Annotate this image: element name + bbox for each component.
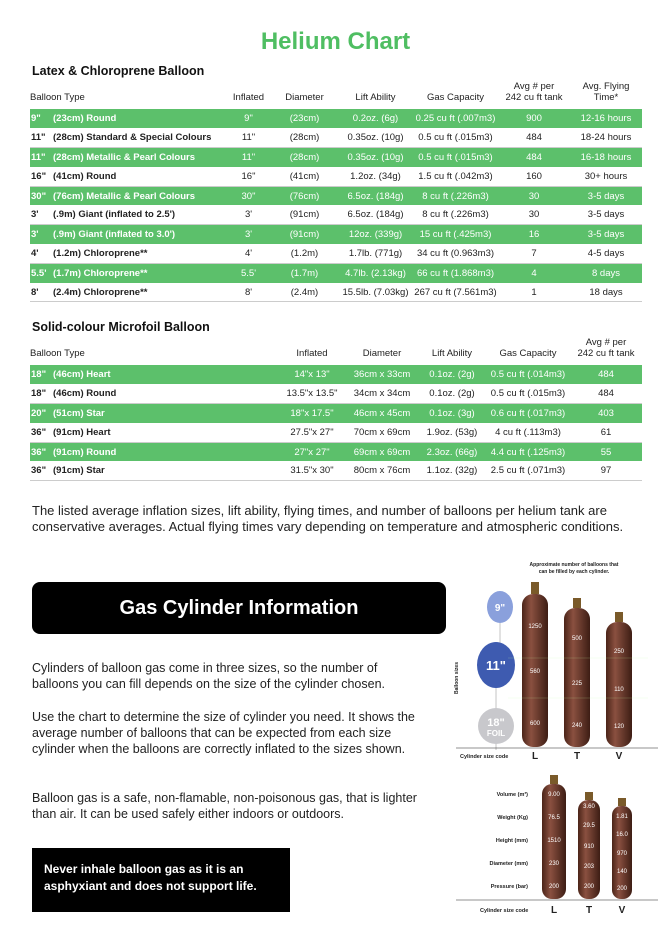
balloon-size: 11"	[31, 132, 46, 144]
spec-L-volume: 9.00	[548, 792, 560, 798]
fly-cell: 30+ hours	[570, 167, 642, 186]
code-label-upper: Cylinder size code	[460, 754, 509, 760]
col-lift: Lift Ability	[355, 92, 396, 103]
balloon-foil-label: FOIL	[486, 729, 506, 738]
code-L-lower: L	[550, 905, 558, 916]
inflated-cell: 27.5"x 27"	[278, 423, 346, 442]
balloon-size: 3'	[31, 229, 39, 241]
balloon-type-cell	[30, 205, 226, 224]
inflated-cell: 3'	[226, 205, 271, 224]
avg-cell: 484	[498, 148, 570, 167]
spec-V-height: 970	[616, 851, 628, 857]
balloon-size: 20"	[31, 407, 47, 419]
avg-cell: 484	[570, 384, 642, 403]
balloon-type: (2.4m) Chloroprene**	[53, 286, 148, 298]
spec-label-pressure: Pressure (bar)	[490, 884, 528, 890]
averages-note: The listed average inflation sizes, lift ability, flying times, and number of balloons per helium tank are conservative averages. Actual flying times vary depending on temperature and atmospheric conditions.	[32, 503, 624, 534]
spec-L-diameter: 230	[548, 861, 560, 867]
gas-cell: 8 cu ft (.226m3)	[413, 205, 498, 224]
code-V-upper: V	[615, 751, 623, 762]
latex-table	[30, 79, 642, 302]
balloon-size: 36"	[31, 446, 47, 458]
fly-cell: 16-18 hours	[570, 148, 642, 167]
gas-cell: 15 cu ft (.425m3)	[413, 225, 498, 244]
fly-cell: 8 days	[570, 263, 642, 282]
col-avg	[570, 335, 642, 365]
gas-cell: 0.5 cu ft (.015m3)	[413, 128, 498, 147]
lift-cell: 1.7lb. (771g)	[338, 244, 413, 263]
col-balloon-type: Balloon Type	[30, 92, 85, 103]
balloon-type-cell	[30, 148, 226, 167]
table-row	[30, 244, 642, 263]
balloon-size: 16"	[31, 170, 47, 182]
diameter-cell: 34cm x 34cm	[346, 384, 418, 403]
balloon-type: (91cm) Heart	[53, 426, 111, 438]
latex-heading: Latex & Chloroprene Balloon	[32, 64, 205, 78]
fly-cell: 4-5 days	[570, 244, 642, 263]
gas-cell: 34 cu ft (0.963m3)	[413, 244, 498, 263]
gas-cell: 0.5 cu ft (.015m3)	[486, 384, 570, 403]
lift-cell: 6.5oz. (184g)	[338, 186, 413, 205]
col-flying	[570, 79, 642, 109]
diameter-cell: (28cm)	[271, 128, 338, 147]
spec-L-weight: 76.5	[548, 815, 560, 821]
col-avg-line1: Avg # per	[513, 81, 555, 92]
code-L-upper: L	[531, 751, 539, 762]
balloon-type-cell	[30, 404, 278, 423]
avg-cell: 7	[498, 244, 570, 263]
code-T-lower: T	[585, 905, 593, 916]
inflated-cell: 11"	[226, 128, 271, 147]
col-balloon-type: Balloon Type	[30, 348, 85, 359]
balloon-size: 9"	[31, 113, 41, 125]
diameter-cell: (23cm)	[271, 109, 338, 128]
foil-table	[30, 335, 642, 481]
avg-cell: 97	[570, 461, 642, 480]
count-T-9: 500	[571, 636, 583, 642]
diameter-cell: 80cm x 76cm	[346, 461, 418, 480]
inflated-cell: 13.5"x 13.5"	[278, 384, 346, 403]
avg-cell: 55	[570, 442, 642, 461]
fly-cell: 3-5 days	[570, 186, 642, 205]
balloon-size: 18"	[31, 388, 47, 400]
col-avg-line1: Avg # per	[585, 337, 627, 348]
balloon-type-cell	[30, 442, 278, 461]
col-fly-line2: Time*	[593, 92, 619, 103]
inflated-cell: 31.5"x 30"	[278, 461, 346, 480]
lift-cell: 2.3oz. (66g)	[418, 442, 486, 461]
balloon-type-cell	[30, 283, 226, 302]
balloon-type: (.9m) Giant (inflated to 2.5')	[53, 209, 176, 221]
inflated-cell: 11"	[226, 148, 271, 167]
cylinder-banner: Gas Cylinder Information	[32, 582, 446, 634]
col-inflated: Inflated	[296, 348, 328, 359]
table-row	[30, 205, 642, 224]
count-V-11: 110	[614, 687, 624, 693]
balloon-type: (1.2m) Chloroprene**	[53, 247, 148, 259]
diameter-cell: (76cm)	[271, 186, 338, 205]
balloon-size: 36"	[31, 465, 47, 477]
diameter-cell: (28cm)	[271, 148, 338, 167]
balloon-size: 4'	[31, 247, 39, 259]
spec-label-weight: Weight (Kg)	[497, 815, 528, 821]
spec-V-volume: 1.81	[616, 814, 628, 820]
avg-cell: 4	[498, 263, 570, 282]
side-label: Balloon sizes	[454, 662, 460, 694]
inflated-cell: 4'	[226, 244, 271, 263]
spec-label-volume: Volume (m³)	[496, 792, 528, 798]
diameter-cell: 70cm x 69cm	[346, 423, 418, 442]
balloon-size: 18"	[31, 369, 47, 381]
inflated-cell: 9"	[226, 109, 271, 128]
lift-cell: 0.35oz. (10g)	[338, 148, 413, 167]
avg-cell: 484	[498, 128, 570, 147]
col-diameter: Diameter	[285, 92, 324, 103]
col-fly-line1: Avg. Flying	[582, 81, 630, 92]
balloon-type: (.9m) Giant (inflated to 3.0')	[53, 229, 176, 241]
gas-cell: 0.5 cu ft (.014m3)	[486, 365, 570, 384]
gas-cell: 0.6 cu ft (.017m3)	[486, 404, 570, 423]
table-row	[30, 442, 642, 461]
avg-cell: 30	[498, 186, 570, 205]
diameter-cell: 36cm x 33cm	[346, 365, 418, 384]
balloon-type: (41cm) Round	[53, 170, 117, 182]
avg-cell: 403	[570, 404, 642, 423]
balloon-type: (46cm) Heart	[53, 369, 111, 381]
warning-box: Never inhale balloon gas as it is an asphyxiant and does not support life.	[32, 848, 290, 912]
fly-cell: 18 days	[570, 283, 642, 302]
col-gas: Gas Capacity	[499, 348, 557, 359]
cylinder-infographic	[448, 558, 666, 948]
diameter-cell: (2.4m)	[271, 283, 338, 302]
lift-cell: 0.1oz. (2g)	[418, 384, 486, 403]
count-L-9: 1250	[528, 624, 542, 630]
lift-cell: 0.1oz. (2g)	[418, 365, 486, 384]
caption-line-1: Approximate number of balloons that	[529, 562, 619, 568]
balloon-type: (28cm) Metallic & Pearl Colours	[53, 151, 196, 163]
lift-cell: 0.1oz. (3g)	[418, 404, 486, 423]
col-avg-line2: 242 cu ft tank	[577, 348, 635, 359]
inflated-cell: 30"	[226, 186, 271, 205]
balloon-type: (91cm) Star	[53, 465, 105, 477]
balloon-size: 30"	[31, 190, 47, 202]
avg-cell: 900	[498, 109, 570, 128]
fly-cell: 12-16 hours	[570, 109, 642, 128]
gas-cell: 267 cu ft (7.561m3)	[413, 283, 498, 302]
balloon-type-cell	[30, 128, 226, 147]
gas-cell: 8 cu ft (.226m3)	[413, 186, 498, 205]
inflated-cell: 14"x 13"	[278, 365, 346, 384]
balloon-size: 3'	[31, 209, 39, 221]
table-row	[30, 365, 642, 384]
code-label-lower: Cylinder size code	[480, 908, 529, 914]
avg-cell: 16	[498, 225, 570, 244]
avg-cell: 61	[570, 423, 642, 442]
spec-L-pressure: 200	[548, 884, 560, 890]
balloon-type-cell	[30, 461, 278, 480]
col-diameter: Diameter	[362, 348, 402, 359]
lift-cell: 12oz. (339g)	[338, 225, 413, 244]
balloon-type: (51cm) Star	[53, 407, 105, 419]
inflated-cell: 3'	[226, 225, 271, 244]
avg-cell: 484	[570, 365, 642, 384]
balloon-18-label: 18"	[487, 717, 505, 729]
table-row	[30, 423, 642, 442]
lift-cell: 6.5oz. (184g)	[338, 205, 413, 224]
balloon-type-cell	[30, 244, 226, 263]
count-T-11: 225	[571, 681, 583, 687]
fly-cell: 3-5 days	[570, 225, 642, 244]
balloon-type-cell	[30, 186, 226, 205]
diameter-cell: 46cm x 45cm	[346, 404, 418, 423]
spec-label-diameter: Diameter (mm)	[489, 861, 528, 867]
balloon-11-icon	[477, 642, 515, 688]
inflated-cell: 16"	[226, 167, 271, 186]
table-row	[30, 225, 642, 244]
balloon-size: 36"	[31, 426, 47, 438]
cylinder-para-1: Cylinders of balloon gas come in three sizes, so the number of balloons you can fill depends on the size of the cylinder chosen.	[32, 661, 386, 691]
balloon-type: (76cm) Metallic & Pearl Colours	[53, 190, 196, 202]
gas-cell: 0.25 cu ft (.007m3)	[413, 109, 498, 128]
balloon-type-cell	[30, 225, 226, 244]
spec-T-height: 910	[583, 844, 595, 850]
diameter-cell: 69cm x 69cm	[346, 442, 418, 461]
balloon-type: (46cm) Round	[53, 388, 117, 400]
fly-cell: 18-24 hours	[570, 128, 642, 147]
lift-cell: 1.1oz. (32g)	[418, 461, 486, 480]
code-V-lower: V	[618, 905, 626, 916]
spec-V-diameter: 140	[616, 869, 628, 875]
diameter-cell: (1.2m)	[271, 244, 338, 263]
balloon-type-cell	[30, 167, 226, 186]
spec-label-height: Height (mm)	[495, 838, 528, 844]
table-row	[30, 148, 642, 167]
balloon-type: (1.7m) Chloroprene**	[53, 267, 148, 279]
foil-header-row	[30, 335, 642, 365]
balloon-type-cell	[30, 263, 226, 282]
cylinder-para-2: Use the chart to determine the size of cylinder you need. It shows the average number of balloons that can be expected from each size cylinder when the balloons are correctly inflated to the sizes shown.	[32, 710, 415, 756]
lift-cell: 1.2oz. (34g)	[338, 167, 413, 186]
balloon-9-icon	[487, 591, 513, 623]
foil-heading: Solid-colour Microfoil Balloon	[32, 320, 210, 334]
lift-cell: 0.2oz. (6g)	[338, 109, 413, 128]
cylinder-para-3: Balloon gas is a safe, non-flamable, non-poisonous gas, that is lighter than air. It can be used safely either indoors or outdoors.	[32, 791, 417, 821]
page-title: Helium Chart	[260, 28, 411, 55]
gas-cell: 2.5 cu ft (.071m3)	[486, 461, 570, 480]
inflated-cell: 5.5'	[226, 263, 271, 282]
inflated-cell: 8'	[226, 283, 271, 302]
gas-cell: 4 cu ft (.113m3)	[486, 423, 570, 442]
code-T-upper: T	[573, 751, 581, 762]
gas-cell: 4.4 cu ft (.125m3)	[486, 442, 570, 461]
table-row	[30, 263, 642, 282]
balloon-type-cell	[30, 423, 278, 442]
balloon-9-label: 9"	[494, 603, 506, 614]
count-V-9: 250	[613, 649, 625, 655]
table-row	[30, 109, 642, 128]
count-L-11: 560	[529, 669, 541, 675]
count-T-foil: 240	[571, 723, 583, 729]
caption-line-2: can be filled by each cylinder.	[538, 569, 610, 575]
col-gas: Gas Capacity	[426, 92, 485, 103]
avg-cell: 1	[498, 283, 570, 302]
spec-T-volume: 3.60	[583, 804, 595, 810]
diameter-cell: (41cm)	[271, 167, 338, 186]
balloon-type-cell	[30, 365, 278, 384]
spec-T-pressure: 200	[583, 884, 595, 890]
diameter-cell: (91cm)	[271, 205, 338, 224]
lift-cell: 0.35oz. (10g)	[338, 128, 413, 147]
inflated-cell: 27"x 27"	[278, 442, 346, 461]
diameter-cell: (1.7m)	[271, 263, 338, 282]
balloon-type: (91cm) Round	[53, 446, 117, 458]
balloon-size: 11"	[31, 151, 46, 163]
fly-cell: 3-5 days	[570, 205, 642, 224]
table-row	[30, 283, 642, 302]
spec-V-pressure: 200	[616, 886, 628, 892]
table-row	[30, 186, 642, 205]
spec-T-weight: 29.5	[583, 823, 595, 829]
spec-L-height: 1510	[547, 838, 561, 844]
balloon-type-cell	[30, 109, 226, 128]
diameter-cell: (91cm)	[271, 225, 338, 244]
inflated-cell: 18"x 17.5"	[278, 404, 346, 423]
col-avg-line2: 242 cu ft tank	[505, 92, 563, 103]
lift-cell: 15.5lb. (7.03kg)	[338, 283, 413, 302]
table-row	[30, 404, 642, 423]
latex-header-row	[30, 79, 642, 109]
table-row	[30, 128, 642, 147]
lift-cell: 4.7lb. (2.13kg)	[338, 263, 413, 282]
gas-cell: 1.5 cu ft (.042m3)	[413, 167, 498, 186]
gas-cell: 66 cu ft (1.868m3)	[413, 263, 498, 282]
table-row	[30, 461, 642, 480]
balloon-foil-icon	[478, 708, 514, 744]
balloon-type: (23cm) Round	[53, 113, 117, 125]
spec-T-diameter: 203	[583, 864, 595, 870]
count-V-foil: 120	[613, 724, 625, 730]
balloon-type: (28cm) Standard & Special Colours	[53, 132, 212, 144]
balloon-size: 8'	[31, 286, 39, 298]
table-row	[30, 167, 642, 186]
balloon-type-cell	[30, 384, 278, 403]
gas-cell: 0.5 cu ft (.015m3)	[413, 148, 498, 167]
avg-cell: 30	[498, 205, 570, 224]
avg-cell: 160	[498, 167, 570, 186]
lift-cell: 1.9oz. (53g)	[418, 423, 486, 442]
spec-V-weight: 16.0	[616, 832, 628, 838]
col-avg	[498, 79, 570, 109]
col-lift: Lift Ability	[431, 348, 473, 359]
col-inflated: Inflated	[232, 92, 265, 103]
balloon-11-label: 11"	[486, 658, 506, 673]
table-row	[30, 384, 642, 403]
count-L-foil: 600	[529, 721, 541, 727]
balloon-size: 5.5'	[31, 267, 47, 279]
